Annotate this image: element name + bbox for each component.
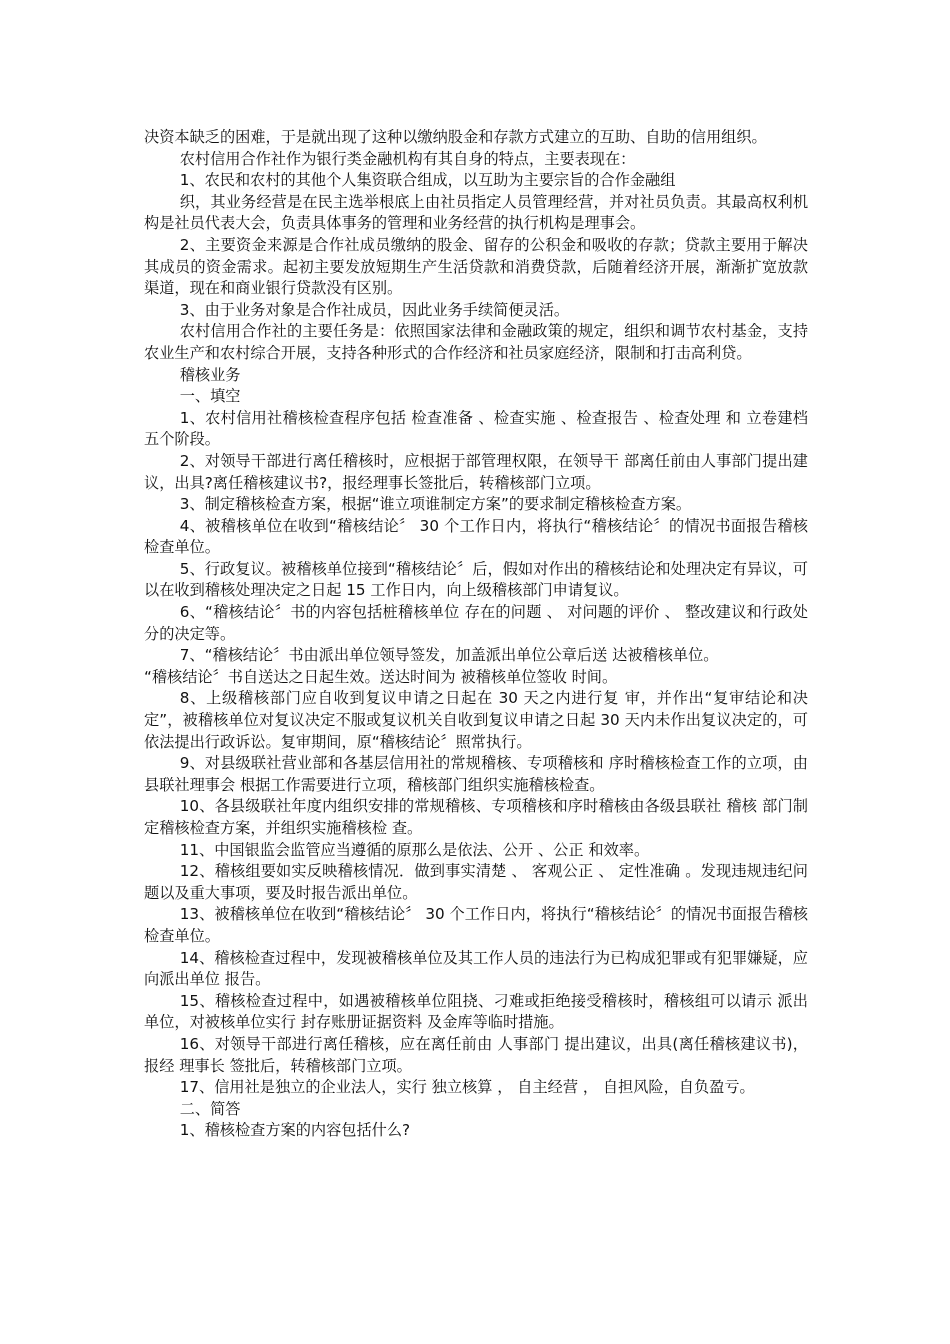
list-item: 7、“稽核结论〞书由派出单位领导签发，加盖派出单位公章后送 达被稽核单位。 xyxy=(179,646,719,665)
paragraph-feature-3: 3、由于业务对象是合作社成员，因此业务手续简便灵活。 xyxy=(179,300,570,319)
list-item: 17、信用社是独立的企业法人，实行 独立核算 ， 自主经营 ， 自担风险，自负盈亏。 xyxy=(179,1078,755,1097)
list-item: 4、被稽核单位在收到“稽核结论〞 30 个工作日内，将执行“稽核结论〞的情况书面报告稽核检查单位。 xyxy=(144,516,808,557)
section-heading-audit: 稽核业务 xyxy=(179,365,241,384)
list-item: 12、稽核组要如实反映稽核情况．做到事实清楚 、 客观公正 、 定性准确 。发现违规违纪问题以及重大事项，要及时报告派出单位。 xyxy=(144,862,808,902)
section-heading-fill-in: 一、填空 xyxy=(179,387,241,406)
list-item: 1、农村信用社稽核检查程序包括 检查准备 、检查实施 、检查报告 、检查处理 和 立卷建档五个阶段。 xyxy=(144,408,808,449)
list-item: 15、稽核检查过程中，如遇被稽核单位阻挠、刁难或拒绝接受稽核时，稽核组可以请示 派出 单位，对被核单位实行 封存账册证据资料 及金库等临时措施。 xyxy=(144,991,808,1032)
list-item: 2、对领导干部进行离任稽核时，应根据于部管理权限，在领导干 部离任前由人事部门提出建议，出具?离任稽核建议书?，报经理事长签批后，转稽核部门立项。 xyxy=(144,451,808,492)
paragraph-intro-continued: 决资本缺乏的困难，于是就出现了这种以缴纳股金和存款方式建立的互助、自助的信用组织。 xyxy=(144,128,767,146)
list-item: 8、上级稽核部门应自收到复议申请之日起在 30 天之内进行复 审，并作出“复审结论和决定”，被稽核单位对复议决定不服或复议机关自收到复议申请之日起 30 天内未作出复议决定的，可依法提出行政诉讼。复审期间，原“稽核结论〞照常执行。 xyxy=(144,689,808,751)
document-body xyxy=(144,127,808,1142)
list-item: 1、稽核检查方案的内容包括什么? xyxy=(179,1121,411,1140)
paragraph-feature-1: 1、农民和农村的其他个人集资联合组成，以互助为主要宗旨的合作金融组 xyxy=(179,171,676,190)
list-item: 13、被稽核单位在收到“稽核结论〞 30 个工作日内，将执行“稽核结论〞的情况书面报告稽核检查单位。 xyxy=(144,905,808,945)
list-item: 6、“稽核结论〞书的内容包括桩稽核单位 存在的问题 、 对问题的评价 、 整改建议和行政处分的决定等。 xyxy=(144,603,808,643)
list-item: 9、对县级联社营业部和各基层信用社的常规稽核、专项稽核和 序时稽核检查工作的立项，由 县联社理事会 根据工作需要进行立项，稽核部门组织实施稽核检查。 xyxy=(144,754,808,794)
section-heading-short-answer: 二、简答 xyxy=(179,1099,241,1118)
paragraph-feature-2: 2、主要资金来源是合作社成员缴纳的股金、留存的公积金和吸收的存款；贷款主要用于解决其成员的资金需求。起初主要发放短期生产生活贷款和消费贷款，后随着经济开展，渐渐扩宽放款渠道，现在和商业银行贷款没有区别。 xyxy=(144,235,808,298)
list-item: 5、行政复议。被稽核单位接到“稽核结论〞后，假如对作出的稽核结论和处理决定有异议，可以在收到稽核处理决定之日起 15 工作日内，向上级稽核部门申请复议。 xyxy=(144,559,808,600)
paragraph-feature-1-continued: 织，其业务经营是在民主选举根底上由社员指定人员管理经营，并对社员负责。其最高权利机构是社员代表大会，负责具体事务的管理和业务经营的执行机构是理事会。 xyxy=(144,192,808,233)
list-item: 14、稽核检查过程中，发现被稽核单位及其工作人员的违法行为已构成犯罪或有犯罪嫌疑，应 向派出单位 报告。 xyxy=(144,948,808,989)
list-item: 11、中国银监会监管应当遵循的原那么是依法、公开 、公正 和效率。 xyxy=(179,840,650,859)
list-item: 16、对领导干部进行离任稽核，应在离任前由 人事部门 提出建议，出具(离任稽核建议书)，报经 理事长 签批后，转稽核部门立项。 xyxy=(144,1034,808,1075)
list-item: 3、制定稽核检查方案，根据“谁立项谁制定方案”的要求制定稽核检查方案。 xyxy=(179,495,692,514)
list-item-continued: “稽核结论〞书自送达之日起生效。送达时间为 被稽核单位签收 时间。 xyxy=(144,667,618,686)
list-item: 10、各县级联社年度内组织安排的常规稽核、专项稽核和序时稽核由各级县联社 稽核 部门制定稽核检查方案，并组织实施稽核检 查。 xyxy=(144,797,808,837)
paragraph-main-tasks: 农村信用合作社的主要任务是：依照国家法律和金融政策的规定，组织和调节农村基金，支持农业生产和农村综合开展，支持各种形式的合作经济和社员家庭经济，限制和打击高利贷。 xyxy=(144,322,808,362)
paragraph-features-intro: 农村信用合作社作为银行类金融机构有其自身的特点，主要表现在： xyxy=(179,149,636,168)
